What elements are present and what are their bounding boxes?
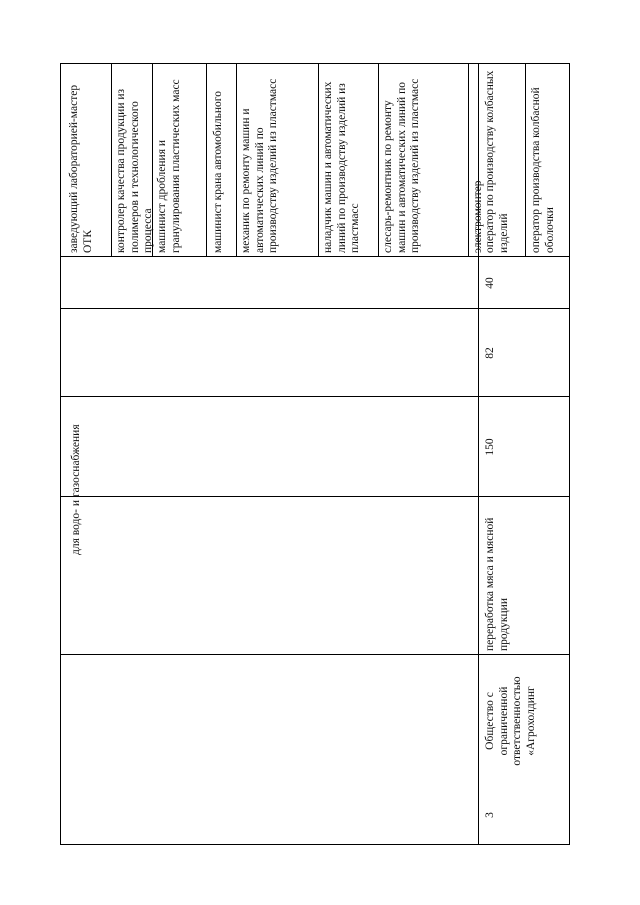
value-cell: 40 bbox=[484, 277, 496, 289]
column-divider bbox=[60, 63, 570, 64]
profession-divider bbox=[111, 63, 112, 257]
profession-divider bbox=[236, 63, 237, 257]
value-cell: 150 bbox=[484, 438, 496, 456]
profession-cell: контролер качества продукции из полимеров и технологического процесса bbox=[115, 88, 154, 253]
data-table bbox=[60, 63, 570, 845]
profession-divider bbox=[468, 63, 469, 257]
profession-cell: заведующий лабораторией-мастер ОТК bbox=[68, 84, 94, 253]
activity-cell: для водо- и газоснабжения bbox=[70, 424, 82, 555]
profession-cell: механик по ремонту машин и автоматических линий по производству изделий из пластмасс bbox=[240, 78, 279, 253]
profession-cell: наладчик машин и автоматических линий по производству изделий из пластмасс bbox=[322, 81, 361, 253]
column-divider bbox=[60, 654, 570, 655]
profession-cell: оператор производства колбасной оболочки bbox=[530, 87, 556, 253]
activity-cell: переработка мяса и мясной продукции bbox=[484, 517, 510, 651]
profession-cell: слесарь-ремонтник по ремонту машин и автоматических линий по производству изделий из пластмасс bbox=[382, 78, 421, 253]
organization-cell: Общество с ограниченной ответственностью «Агрохолдинг bbox=[484, 676, 537, 766]
profession-cell: электромонтер bbox=[472, 180, 484, 253]
table-border-top bbox=[60, 63, 61, 845]
profession-divider bbox=[525, 63, 526, 257]
profession-divider bbox=[206, 63, 207, 257]
profession-divider bbox=[318, 63, 319, 257]
row-number: 3 bbox=[484, 812, 496, 818]
profession-divider bbox=[378, 63, 379, 257]
profession-cell: оператор по производству колбасных изделий bbox=[484, 70, 510, 253]
value-cell: 82 bbox=[484, 347, 496, 359]
table-border-bottom bbox=[569, 63, 570, 845]
profession-cell: машинист дробления и гранулирования пластических масс bbox=[156, 79, 182, 253]
profession-cell: машинист крана автомобильного bbox=[212, 91, 224, 253]
